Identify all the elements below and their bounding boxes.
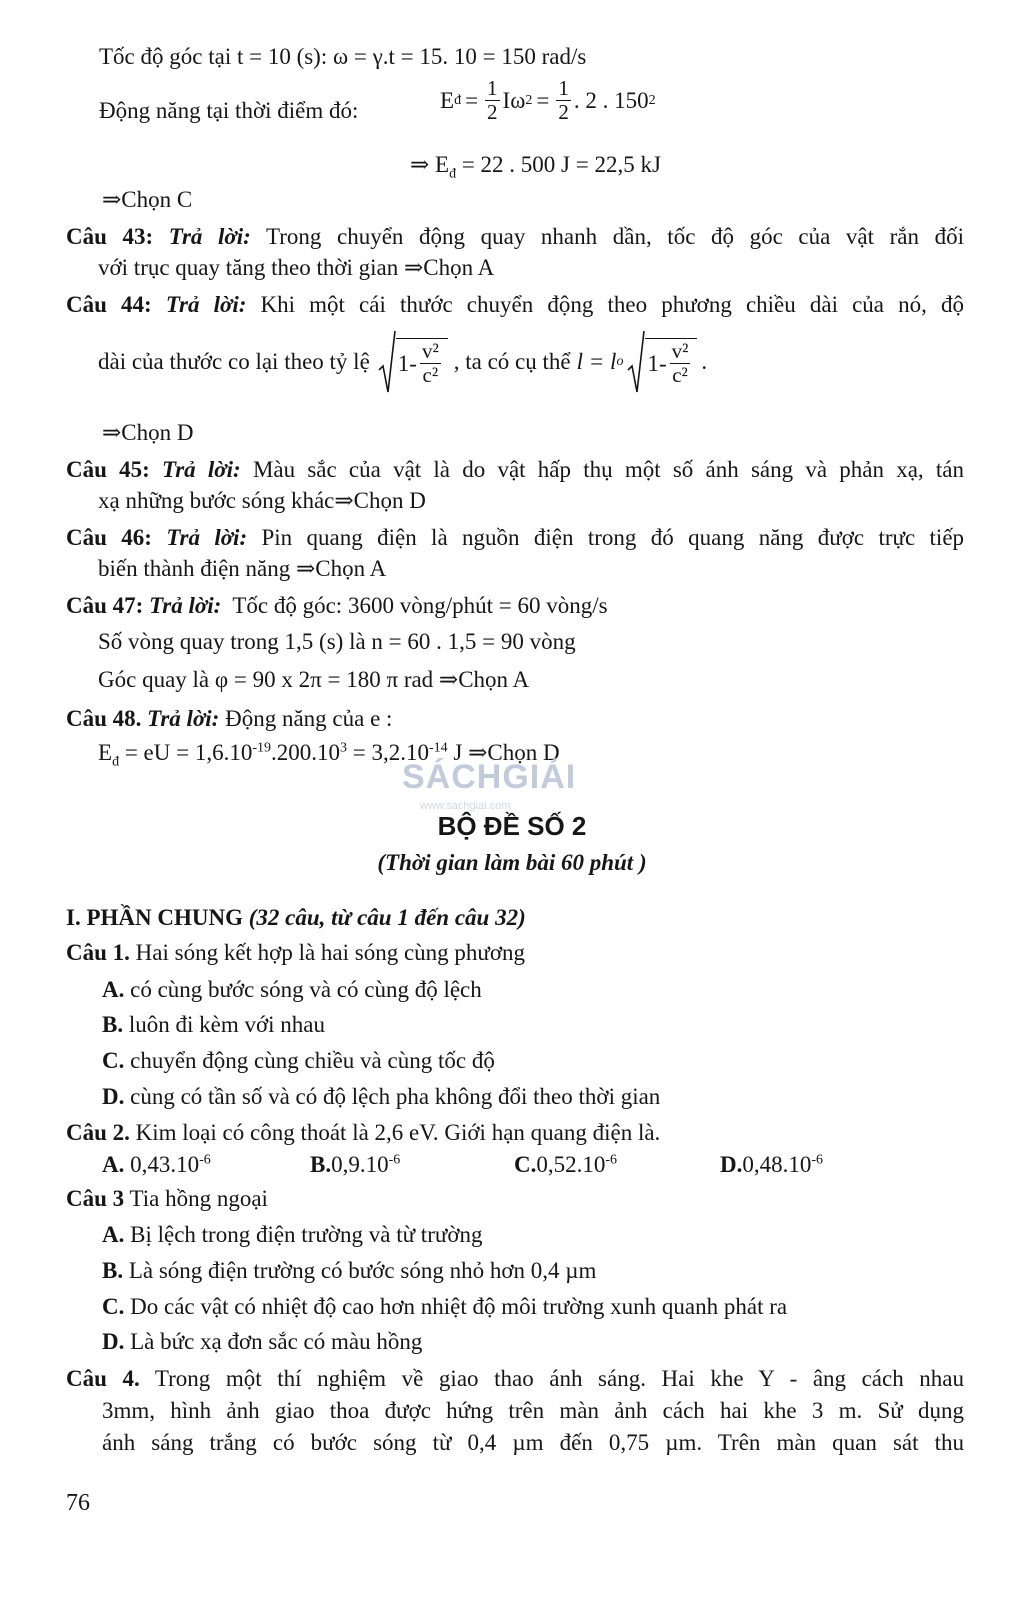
answer-label: Trả lời: <box>165 292 247 317</box>
option-d <box>102 1327 422 1357</box>
question-2 <box>66 1118 660 1148</box>
symbol: Iω <box>502 87 526 113</box>
option-b <box>102 1256 596 1286</box>
answer-label: Trả lời: <box>149 593 222 618</box>
option-label: C. <box>514 1152 537 1177</box>
option-c <box>514 1150 617 1180</box>
expression: = 3,2.10 <box>352 740 429 765</box>
option-a <box>102 1220 482 1250</box>
fraction <box>670 341 691 386</box>
text: Trong chuyển động quay nhanh dần, tốc độ góc của vật rắn đối <box>266 224 964 249</box>
option-b <box>102 1010 325 1040</box>
operator: = <box>465 87 479 113</box>
expression: 1- <box>397 350 417 376</box>
text-line: xạ những bước sóng khác⇒Chọn D <box>98 488 426 513</box>
superscript: -19 <box>252 740 271 756</box>
question-text: Hai sóng kết hợp là hai sóng cùng phương <box>135 940 526 965</box>
square-root <box>627 330 697 394</box>
choice-line: ⇒Chọn D <box>102 420 194 445</box>
question-47 <box>66 591 608 621</box>
text: Khi một cái thước chuyển động theo phương chiều dài của nó, độ <box>260 292 965 317</box>
answer-label: Trả lời: <box>166 525 248 550</box>
option-label: D. <box>102 1329 125 1354</box>
symbol: l = l <box>576 349 617 375</box>
question-text: Trong một thí nghiệm về giao thao ánh sáng. Hai khe Y - âng cách nhau <box>154 1366 965 1391</box>
part-note: (32 câu, từ câu 1 đến câu 32) <box>248 905 526 930</box>
text: dài của thước co lại theo tỷ lệ <box>98 349 370 375</box>
option-text: chuyển động cùng chiều và cùng tốc độ <box>130 1048 495 1073</box>
option-c <box>102 1046 495 1076</box>
expression: = eU = 1,6.10 <box>124 740 253 765</box>
question-label: Câu 47: <box>66 593 144 618</box>
part-heading <box>66 903 526 933</box>
superscript: -6 <box>199 1152 211 1168</box>
question-46 <box>66 523 964 553</box>
radical-sign <box>378 330 396 394</box>
question-label: Câu 4. <box>66 1366 140 1391</box>
section-title: BỘ ĐỀ SỐ 2 <box>437 811 587 841</box>
superscript: 3 <box>340 740 347 756</box>
radical-sign <box>627 330 645 394</box>
question-label: Câu 45: <box>66 457 150 482</box>
option-text: luôn đi kèm với nhau <box>128 1012 325 1037</box>
option-label: A. <box>102 977 125 1002</box>
equation: E đ = $\frac{1}{2}$ Iω 2 = $\frac{1}{2}$ . 2 . 150 2 <box>440 76 656 124</box>
expression: ⇒ E <box>410 152 450 177</box>
expression: . 2 . 150 <box>573 87 649 113</box>
fraction <box>556 78 571 123</box>
question-label: Câu 3 <box>66 1186 125 1211</box>
question-label: Câu 46: <box>66 525 152 550</box>
option-label: D. <box>720 1152 743 1177</box>
option-label: D. <box>102 1084 125 1109</box>
option-text: có cùng bước sóng và có cùng độ lệch <box>130 977 482 1002</box>
question-3 <box>66 1184 268 1214</box>
denominator: 2 <box>558 100 569 124</box>
question-44 <box>66 290 964 320</box>
option-text: Là bức xạ đơn sắc có màu hồng <box>130 1329 423 1354</box>
question-label: Câu 2. <box>66 1120 130 1145</box>
expression: 1- <box>647 350 667 376</box>
option-label: B. <box>310 1152 332 1177</box>
question-48 <box>66 704 392 734</box>
watermark <box>402 755 602 815</box>
part-title: I. PHẦN CHUNG <box>66 905 243 930</box>
operator: = <box>536 87 550 113</box>
superscript: -6 <box>605 1152 618 1168</box>
option-label: A. <box>102 1152 125 1177</box>
question-label: Câu 44: <box>66 292 152 317</box>
option-label: A. <box>102 1222 125 1247</box>
question-label: Câu 1. <box>66 940 130 965</box>
punctuation: . <box>701 349 708 375</box>
option-d <box>102 1082 660 1112</box>
answer-label: Trả lời: <box>162 457 241 482</box>
page-number: 76 <box>66 1490 90 1516</box>
equation <box>410 150 661 180</box>
text-line: Động năng tại thời điểm đó: <box>99 98 359 123</box>
question-text: Tia hồng ngoại <box>129 1186 268 1211</box>
superscript: -14 <box>428 740 448 756</box>
numerator: v² <box>671 339 689 363</box>
option-label: C. <box>102 1294 125 1319</box>
text: Tốc độ góc: 3600 vòng/phút = 60 vòng/s <box>232 593 608 618</box>
numerator: v² <box>421 339 439 363</box>
option-text: Là sóng điện trường có bước sóng nhỏ hơn 0,4 µm <box>128 1258 597 1283</box>
option-a <box>102 1150 211 1180</box>
text-line: với trục quay tăng theo thời gian ⇒Chọn A <box>98 255 495 280</box>
option-text: 0,48.10 <box>742 1152 812 1177</box>
text-line: Tốc độ góc tại t = 10 (s): ω = γ.t = 15. 10 = 150 rad/s <box>99 44 587 69</box>
text: Màu sắc của vật là do vật hấp thụ một số ánh sáng và phản xạ, tán <box>252 457 965 482</box>
denominator: c² <box>422 363 439 387</box>
text: Động năng của e : <box>225 706 393 731</box>
option-text: 0,52.10 <box>536 1152 606 1177</box>
option-label: C. <box>102 1048 125 1073</box>
numerator: 1 <box>558 76 569 100</box>
answer-label: Trả lời: <box>147 706 220 731</box>
text: Pin quang điện là nguồn điện trong đó quang năng được trực tiếp <box>261 525 965 550</box>
subscript: đ <box>449 166 457 182</box>
option-label: B. <box>102 1258 124 1283</box>
option-text: 0,43.10 <box>130 1152 200 1177</box>
symbol: E <box>98 740 113 765</box>
option-label: B. <box>102 1012 124 1037</box>
expression: J ⇒Chọn D <box>453 740 560 765</box>
answer-label: Trả lời: <box>168 224 251 249</box>
fraction <box>420 341 441 386</box>
question-1 <box>66 938 525 968</box>
option-text: 0,9.10 <box>331 1152 389 1177</box>
option-d <box>720 1150 823 1180</box>
denominator: c² <box>672 363 688 387</box>
option-c <box>102 1292 787 1322</box>
option-text: cùng có tần số và có độ lệch pha không đổi theo thời gian <box>130 1084 661 1109</box>
question-4 <box>66 1364 964 1394</box>
question-text: Kim loại có công thoát là 2,6 eV. Giới hạn quang điện là. <box>135 1120 661 1145</box>
symbol: E <box>440 87 455 113</box>
question-label: Câu 43: <box>66 224 154 249</box>
fraction <box>485 78 500 123</box>
numerator: 1 <box>487 76 498 100</box>
denominator: 2 <box>487 100 498 124</box>
subscript: đ <box>112 754 120 770</box>
text-line: biến thành điện năng ⇒Chọn A <box>98 556 387 581</box>
expression: = 22 . 500 J = 22,5 kJ <box>461 152 661 177</box>
option-text: Do các vật có nhiệt độ cao hơn nhiệt độ môi trường xunh quanh phát ra <box>130 1294 788 1319</box>
watermark-url: www.sachgiai.com <box>420 800 511 812</box>
text-line: Góc quay là φ = 90 x 2π = 180 π rad ⇒Chọn A <box>98 667 530 692</box>
expression: .200.10 <box>271 740 340 765</box>
text-line: Số vòng quay trong 1,5 (s) là n = 60 . 1,5 = 90 vòng <box>98 629 576 654</box>
watermark-text: SÁCHGIẢI <box>402 758 577 796</box>
option-a <box>102 975 482 1005</box>
option-b <box>310 1150 400 1180</box>
formula-line: dài của thước co lại theo tỷ lệ 1- $\frac{\text{v²}}{\text{c²}}$ , ta có cụ thể l = l o 1- $\frac{\text{v²}}{\text{c²}}$ . <box>98 330 707 394</box>
option-text: Bị lệch trong điện trường và từ trường <box>130 1222 483 1247</box>
text-line: 3mm, hình ảnh giao thoa được hứng trên màn ảnh cách hai khe 3 m. Sử dụng <box>102 1398 964 1423</box>
section-subtitle: (Thời gian làm bài 60 phút ) <box>377 850 647 875</box>
text-line: ánh sáng trắng có bước sóng từ 0,4 µm đến 0,75 µm. Trên màn quan sát thu <box>102 1430 964 1455</box>
choice-line: ⇒Chọn C <box>102 187 193 212</box>
superscript: -6 <box>811 1152 824 1168</box>
text: , ta có cụ thể <box>453 349 571 375</box>
question-43 <box>66 222 964 252</box>
square-root <box>378 330 448 394</box>
question-45 <box>66 455 964 485</box>
superscript: -6 <box>388 1152 401 1168</box>
question-label: Câu 48. <box>66 706 142 731</box>
